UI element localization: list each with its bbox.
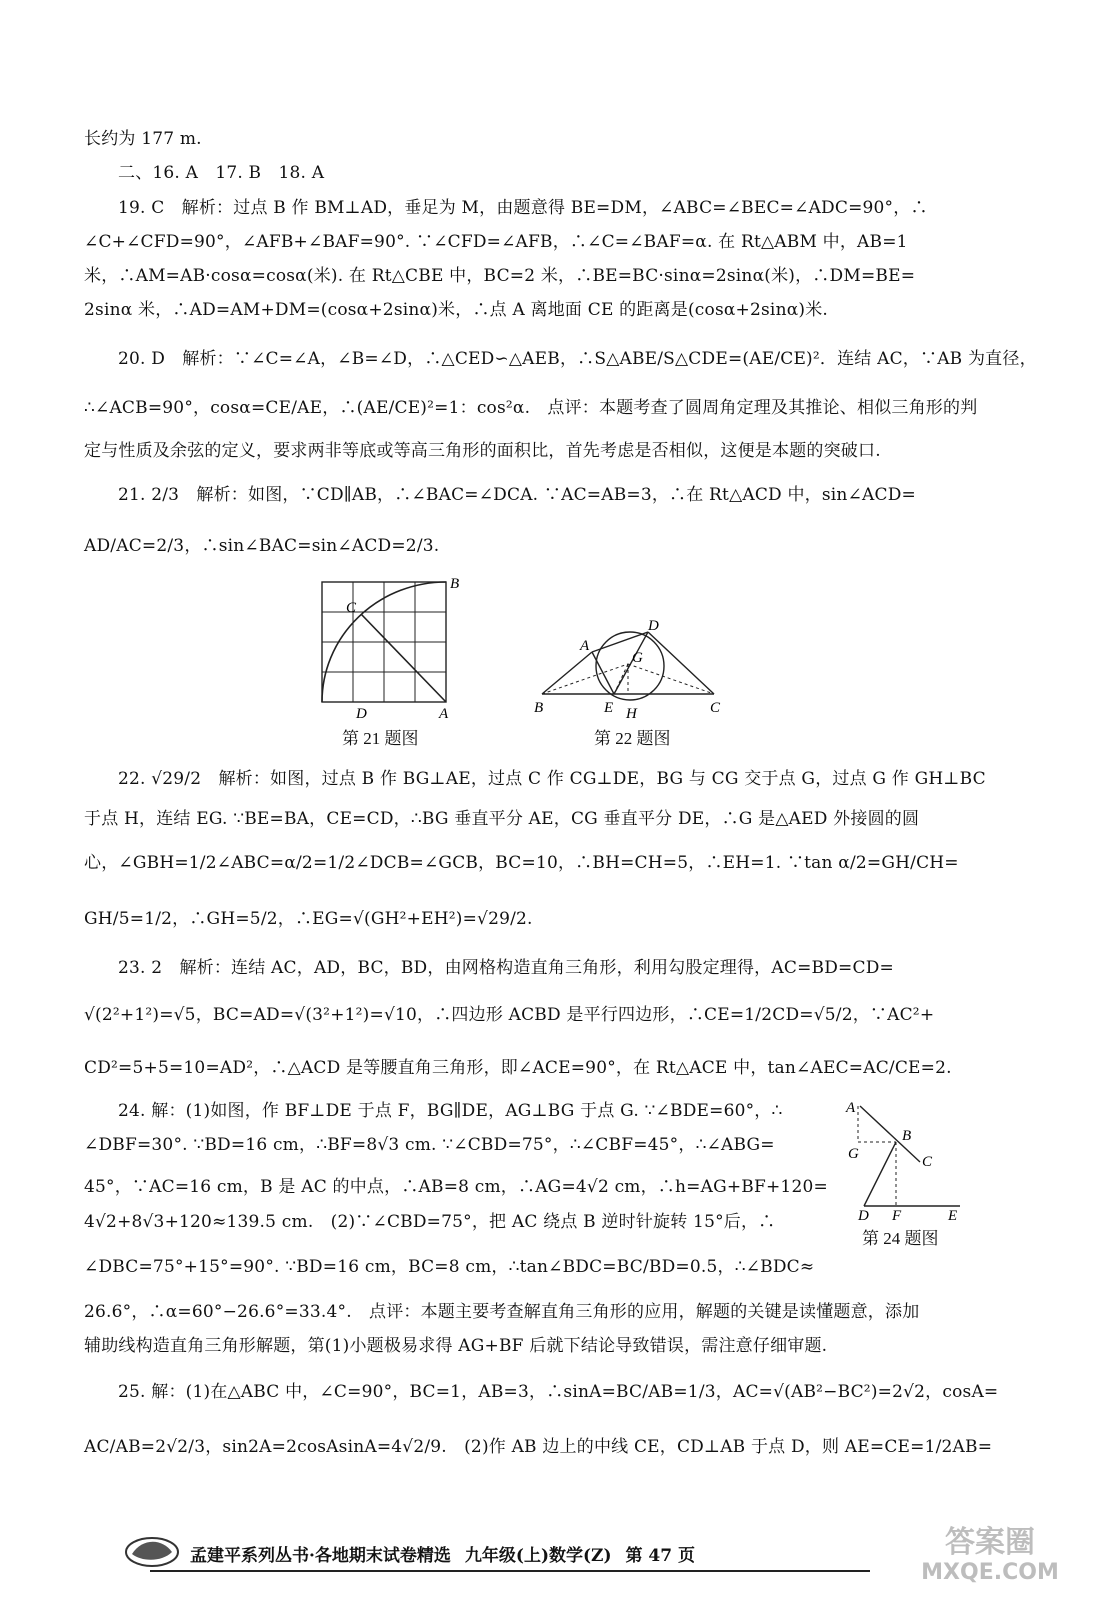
fig24-label: C (922, 1154, 933, 1170)
text-line: 24. 解：(1)如图，作 BF⊥DE 于点 F，BG∥DE，AG⊥BG 于点 G. ∵∠BDE=60°，∴ (118, 1101, 783, 1121)
fig24-label: D (858, 1208, 869, 1224)
figure-21 (316, 574, 462, 722)
site-watermark (890, 1525, 1090, 1595)
fig24-label: B (902, 1128, 912, 1144)
text-line: AD/AC=2/3，∴sin∠BAC=sin∠ACD=2/3. (84, 536, 440, 556)
fig24-label: A (846, 1100, 856, 1116)
figure-caption: 第 21 题图 (342, 729, 419, 748)
text-line: 于点 H，连结 EG. ∵BE=BA，CE=CD，∴BG 垂直平分 AE，CG 垂直平分 DE，∴G 是△AED 外接圆的圆 (84, 809, 920, 829)
footer-grade: 九年级(上)数学(Z) (464, 1545, 612, 1566)
text-line: 20. D 解析：∵∠C=∠A，∠B=∠D，∴△CED∽△AEB，∴S△ABE/S△CDE=(AE/CE)²．连结 AC，∵AB 为直径， (118, 349, 1037, 369)
figure-caption: 第 22 题图 (594, 729, 671, 748)
text-line: 22. √29/2 解析：如图，过点 B 作 BG⊥AE，过点 C 作 CG⊥DE，BG 与 CG 交于点 G，过点 G 作 GH⊥BC (118, 769, 986, 789)
fig22-label: H (626, 706, 637, 722)
text-line: 25. 解：(1)在△ABC 中，∠C=90°，BC=1，AB=3，∴sinA=BC/AB=1/3，AC=√(AB²−BC²)=2√2，cosA= (118, 1382, 999, 1402)
figure-22 (530, 618, 730, 726)
text-line: 米，∴AM=AB·cosα=cosα(米). 在 Rt△CBE 中，BC=2 米，∴BE=BC·sinα=2sinα(米)，∴DM=BE= (84, 266, 916, 286)
text-line: 19. C 解析：过点 B 作 BM⊥AD，垂足为 M，由题意得 BE=DM，∠ABC=∠BEC=∠ADC=90°，∴ (118, 198, 928, 218)
text-line: 辅助线构造直角三角形解题，第(1)小题极易求得 AG+BF 后就下结论导致错误，需注意仔细审题. (84, 1336, 828, 1356)
text-line: 定与性质及余弦的定义，要求两非等底或等高三角形的面积比，首先考虑是否相似，这便是本题的突破口. (84, 441, 881, 461)
text-line: ∠DBF=30°. ∵BD=16 cm，∴BF=8√3 cm. ∵∠CBD=75°，∴∠CBF=45°，∴∠ABG= (84, 1135, 775, 1155)
fig21-label: B (450, 576, 460, 592)
fig22-label: B (534, 700, 544, 716)
text-line: ∠DBC=75°+15°=90°. ∵BD=16 cm，BC=8 cm，∴tan∠BDC=BC/BD=0.5，∴∠BDC≈ (84, 1257, 815, 1277)
footer-page-number: 第 47 页 (625, 1545, 696, 1566)
figure-24 (842, 1098, 968, 1222)
footer-series: 孟建平系列丛书·各地期末试卷精选 (190, 1545, 451, 1566)
text-line: 心，∠GBH=1/2∠ABC=α/2=1/2∠DCB=∠GCB，BC=10，∴BH=CH=5，∴EH=1. ∵tan α/2=GH/CH= (84, 853, 959, 873)
fig22-label: C (710, 700, 721, 716)
watermark-bottom: MXQE.COM (921, 1560, 1059, 1585)
text-line: ∠C+∠CFD=90°，∠AFB+∠BAF=90°. ∵∠CFD=∠AFB，∴∠C=∠BAF=α. 在 Rt△ABM 中，AB=1 (84, 232, 908, 252)
page-footer (150, 1536, 870, 1572)
fig22-label: G (632, 650, 643, 666)
watermark-top: 答案圈 (945, 1525, 1035, 1560)
text-line: AC/AB=2√2/3，sin2A=2cosAsinA=4√2/9. (2)作 AB 边上的中线 CE，CD⊥AB 于点 D，则 AE=CE=1/2AB= (84, 1437, 993, 1457)
text-line: 2sinα 米，∴AD=AM+DM=(cosα+2sinα)米，∴点 A 离地面 CE 的距离是(cosα+2sinα)米. (84, 300, 829, 320)
fig24-label: G (848, 1146, 859, 1162)
text-line: 长约为 177 m. (84, 129, 202, 149)
fig21-label: C (346, 600, 357, 616)
fig24-label: E (948, 1208, 958, 1224)
figure-caption: 第 24 题图 (862, 1229, 939, 1248)
fig22-label: A (580, 638, 590, 654)
fig22-label: E (604, 700, 614, 716)
text-line: 26.6°，∴α=60°−26.6°=33.4°. 点评：本题主要考查解直角三角形的应用，解题的关键是读懂题意，添加 (84, 1302, 920, 1322)
text-line: 4√2+8√3+120≈139.5 cm. (2)∵∠CBD=75°，把 AC 绕点 B 逆时针旋转 15°后，∴ (84, 1212, 776, 1232)
fig22-label: D (648, 618, 659, 634)
text-line: CD²=5+5=10=AD²，∴△ACD 是等腰直角三角形，即∠ACE=90°，在 Rt△ACE 中，tan∠AEC=AC/CE=2. (84, 1058, 952, 1078)
fig21-label: A (439, 706, 449, 722)
text-line: √(2²+1²)=√5，BC=AD=√(3²+1²)=√10，∴四边形 ACBD 是平行四边形，∴CE=1/2CD=√5/2，∵AC²+ (84, 1005, 935, 1025)
text-line: 45°，∵AC=16 cm，B 是 AC 的中点，∴AB=8 cm，∴AG=4√2 cm，∴h=AG+BF+120= (84, 1177, 828, 1197)
text-line: 二、16. A 17. B 18. A (118, 163, 325, 183)
fig21-label: D (356, 706, 367, 722)
text-line: ∴∠ACB=90°，cosα=CE/AE，∴(AE/CE)²=1：cos²α. 点评：本题考查了圆周角定理及其推论、相似三角形的判 (84, 398, 978, 418)
text-line: 23. 2 解析：连结 AC，AD，BC，BD，由网格构造直角三角形，利用勾股定理得，AC=BD=CD= (118, 958, 894, 978)
text-line: GH/5=1/2，∴GH=5/2，∴EG=√(GH²+EH²)=√29/2. (84, 909, 533, 929)
text-line: 21. 2/3 解析：如图，∵CD∥AB，∴∠BAC=∠DCA. ∵AC=AB=3，∴在 Rt△ACD 中，sin∠ACD= (118, 485, 916, 505)
fig24-label: F (892, 1208, 902, 1224)
